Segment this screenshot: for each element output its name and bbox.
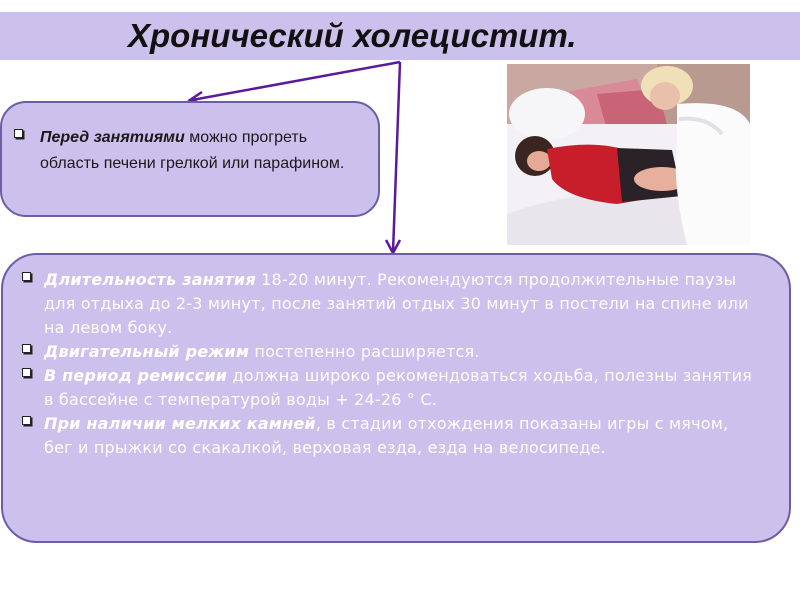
bullet-bold: При наличии мелких камней bbox=[44, 414, 316, 433]
bullet-checkbox-icon bbox=[22, 416, 31, 425]
bullet-text: можно прогреть область печени грелкой или парафином. bbox=[40, 129, 345, 172]
bullet-checkbox-icon bbox=[22, 368, 31, 377]
page-title: Хронический холецистит. bbox=[128, 17, 577, 54]
bullet-bold: Перед занятиями bbox=[40, 129, 185, 146]
bullet-text: 18-20 минут. Рекомендуются продолжительные паузы для отдыха до 2-3 минут, после занятий отдых 30 минут в постели на спине или на левом боку. bbox=[44, 270, 749, 337]
list-item bbox=[22, 268, 762, 340]
recommendations-panel bbox=[1, 253, 791, 543]
bullet-checkbox-icon bbox=[14, 129, 23, 138]
list-item bbox=[22, 364, 762, 412]
bullet-text: , в стадии отхождения показаны игры с мячом, бег и прыжки со скакалкой, верховая езда, езда на велосипеде. bbox=[44, 414, 729, 457]
list-item bbox=[22, 412, 762, 460]
list-item bbox=[22, 340, 762, 364]
bullet-bold: В период ремиссии bbox=[44, 366, 228, 385]
bullet-bold: Двигательный режим bbox=[44, 342, 250, 361]
illustration-photo bbox=[507, 64, 750, 245]
warmup-panel bbox=[0, 101, 380, 217]
bullet-checkbox-icon bbox=[22, 344, 31, 353]
bullet-checkbox-icon bbox=[22, 272, 31, 281]
bullet-bold: Длительность занятия bbox=[44, 270, 256, 289]
list-item bbox=[14, 125, 369, 177]
arrow-icon bbox=[393, 62, 400, 252]
bullet-text: должна широко рекомендоваться ходьба, полезны занятия в бассейне с температурой воды + 24-26 ° С. bbox=[44, 366, 752, 409]
arrow-icon bbox=[192, 62, 400, 100]
bullet-text: постепенно расширяется. bbox=[249, 342, 480, 361]
